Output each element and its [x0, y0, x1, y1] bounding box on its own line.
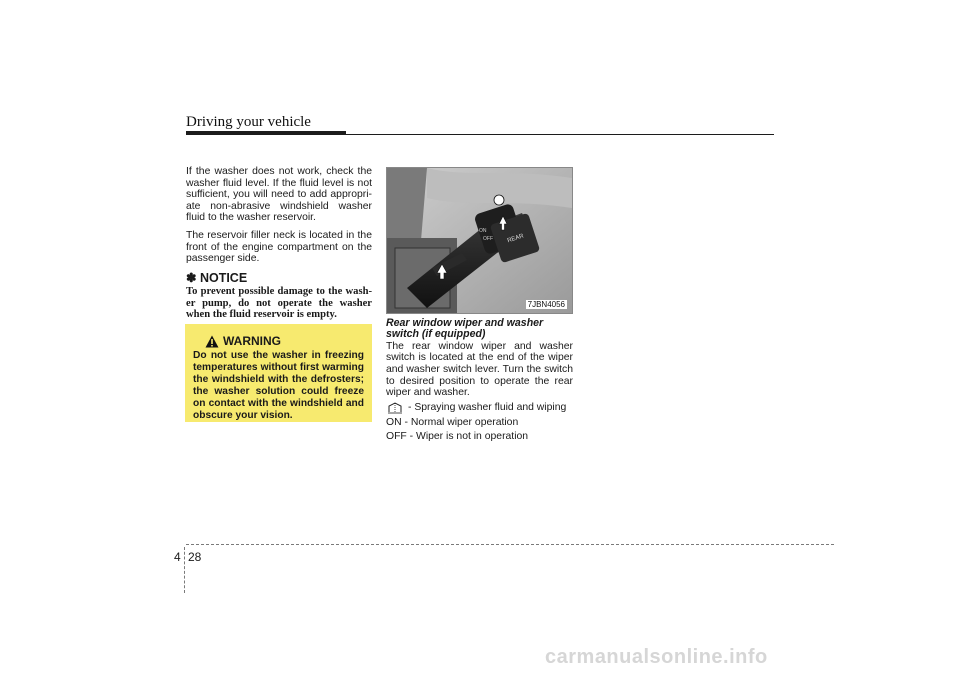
callout-number-icon — [494, 195, 504, 205]
figure-code: 7JBN4056 — [527, 300, 565, 309]
paragraph-washer-check: If the washer does not work, check the washer fluid level. If the fluid level is not sufficient, you will need to add appropri-ate non-abrasive windshield washer fluid to the washer reservoir. — [186, 166, 372, 224]
warning-triangle-icon — [205, 335, 219, 348]
lever-on-mark: ON — [479, 228, 487, 234]
mode-washer — [386, 402, 573, 414]
warning-label: WARNING — [223, 334, 281, 348]
chapter-number: 4 — [174, 550, 181, 564]
mode-off-text: OFF - Wiper is not in operation — [386, 431, 529, 443]
mode-off — [386, 431, 573, 443]
watermark: carmanualsonline.info — [545, 646, 768, 668]
warning-box — [185, 324, 372, 422]
header-title: Driving your vehicle — [186, 114, 311, 130]
notice-text: To prevent possible damage to the wash-er pump, do not operate the washer when the fluid reservoir is empty. — [186, 286, 372, 321]
rear-wiper-switch-photo — [386, 167, 573, 314]
lever-rear-label: REAR — [506, 233, 525, 245]
left-column — [186, 166, 372, 321]
section-body: The rear window wiper and washer switch is located at the end of the wiper and washer switch lever. Turn the switch to desired position to operate the rear wiper and washer. — [386, 340, 573, 399]
lever-off-mark: OFF — [483, 236, 493, 242]
mode-on — [386, 417, 573, 429]
footer-vertical-rule — [184, 547, 185, 593]
wiper-lever-illustration — [387, 168, 572, 313]
page-number: 28 — [188, 550, 202, 564]
washer-icon — [386, 402, 404, 414]
mode-washer-text: - Spraying washer fluid and wiping — [408, 401, 567, 413]
notice-title: ✽ NOTICE — [186, 270, 248, 285]
warning-text: Do not use the washer in freezing temperatures without first warming the windshield with the defrosters; the washer solution could freeze on contact with the windshield and obscure your vision. — [193, 350, 364, 421]
footer-rule — [186, 544, 834, 545]
paragraph-reservoir: The reservoir filler neck is located in the front of the engine compartment on the passenger side. — [186, 229, 372, 265]
header-rule-thin — [186, 134, 774, 135]
section-title: Rear window wiper and washer switch (if equipped) — [386, 317, 544, 341]
mode-on-text: ON - Normal wiper operation — [386, 416, 519, 428]
right-column — [386, 318, 573, 443]
